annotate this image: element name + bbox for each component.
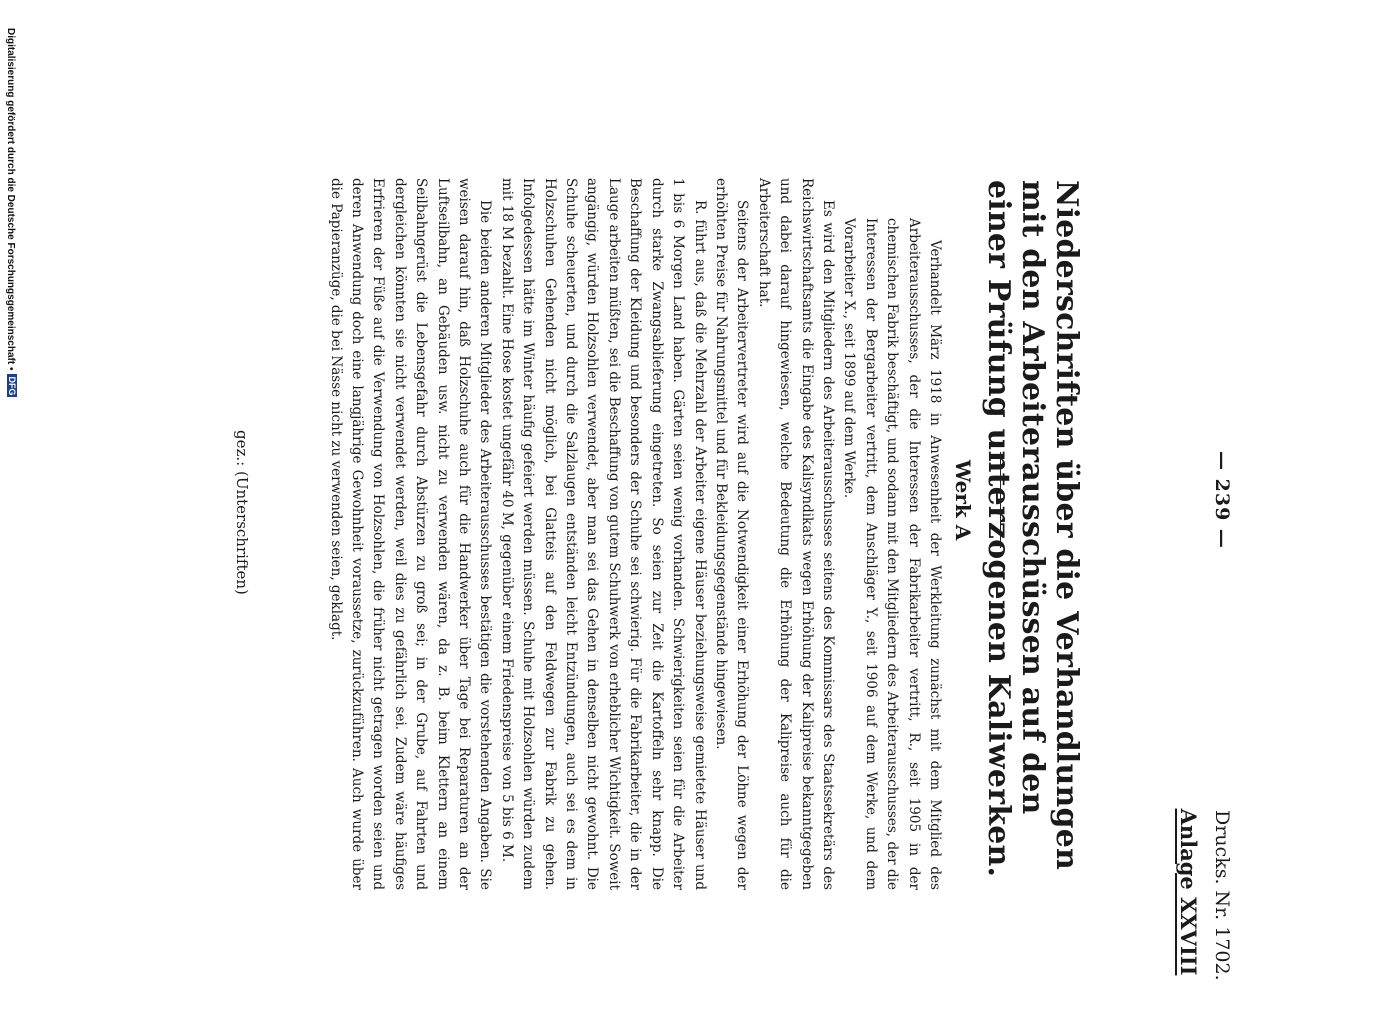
document-title: Niederschriften über die Verhandlungen mit den Arbeiterausschüssen auf den einer Prüfung unterzogenen Kaliwerken.	[981, 180, 1084, 878]
paragraph-intro: Verhandelt März 1918 in Anwesenheit der Werkleitung zunächst mit dem Mitglied des Arbeiterausschusses, der die Interessen der Fabrikarbeiter vertritt, R., seit 1905 in der chemischen Fabrik beschäftigt, und sodann mit den Mitgliedern des Arbeiterausschusses, der die Interessen der Bergarbeiter vertritt, dem Anschläger Y., seit 1906 auf dem Werke, und dem Vorarbeiter X., seit 1899 auf dem Werke.	[841, 218, 943, 890]
title-divider	[1000, 452, 1001, 548]
paragraph: Die beiden anderen Mitglieder des Arbeiterausschusses bestätigen die vorstehenden Angaben. Sie weisen darauf hin, daß Holzschuhe auch für die Handwerker über Tage bei Reparaturen an der Luftseilbahn, an Gebäuden usw. nicht zu verwenden wären, da z. B. beim Klettern an einem Seilbahngerüst die Lebensgefahr durch Abstürzen zu groß sei; in der Grube, auf Fahrten und dergleichen könnten sie nicht verwendet werden, weil dies zu gefährlich sei. Zudem wäre häufiges Erfrieren der Füße auf die Verwendung von Holzsohlen, die früher nicht getragen worden seien und deren Anwendung doch eine langjährige Gewohnheit voraussetze, zurückzuführen. Auch wurde über die Papieranzüge, die bei Nässe nicht zu verwenden seien, geklagt.	[327, 178, 494, 890]
signature-line: gez.: (Unterschriften)	[233, 430, 251, 595]
drucksache-number: Drucks. Nr. 1702.	[1211, 810, 1233, 981]
paragraph: Es wird den Mitgliedern des Arbeiterausschusses seitens des Kommissars des Staatssekretärs des Reichswirtschaftsamts die Eingabe des Kalisyndikats wegen Erhöhung der Kalipreise bekanntgegeben und dabei darauf hingewiesen, welche Bedeutung die Erhöhung der Kalipreise auch für die Arbeiterschaft hat.	[755, 178, 836, 890]
funding-note	[5, 28, 17, 988]
paragraph: R. führt aus, daß die Mehrzahl der Arbeiter eigene Häuser beziehungsweise gemietete Häuser und 1 bis 6 Morgen Land haben. Gärten seien wenig vorhanden. Schwierigkeiten seien für die Arbeiter durch starke Zwangsablieferung eingetreten. So seien zur Zeit die Kartoffeln sehr knapp. Die Beschaffung der Kleidung und besonders der Schuhe sei schwierig. Für die Fabrikarbeiter, die in der Lauge arbeiten müßten, sei die Beschaffung von gutem Schuhwerk von erheblicher Wichtigkeit. Soweit angängig, würden Holzsohlen verwendet, aber man sei das Gehen in denselben nicht gewohnt. Die Schuhe scheuerten, und durch die Salzlaugen entständen leicht Entzündungen, auch sei es dem in Holzschuhen Gehenden nicht möglich, bei Glatteis auf den Feldwegen zur Fabrik zu gehen. Infolgedessen hätte im Winter häufig gefeiert werden müssen. Schuhe mit Holzsohlen würden zudem mit 18 M bezahlt. Eine Hose kostet ungefähr 40 M, gegenüber einem Friedenspreise von 5 bis 6 M.	[498, 178, 708, 890]
body-text	[324, 178, 945, 890]
page-number: — 239 —	[1211, 451, 1233, 549]
paragraph: Seitens der Arbeitervertreter wird auf die Notwendigkeit einer Erhöhung der Löhne wegen der erhöhten Preise für Nahrungsmittel und für Bekleidungsgegenstände hingewiesen.	[712, 178, 751, 890]
running-header	[1203, 0, 1233, 1000]
funding-note-text: Digitalisierung gefördert durch die Deutsche Forschungsgemeinschaft •	[5, 28, 16, 371]
dfg-logo: DFG	[7, 376, 17, 396]
section-heading: Werk A	[951, 459, 975, 541]
appendix-label: Anlage XXVIII	[1176, 808, 1201, 976]
